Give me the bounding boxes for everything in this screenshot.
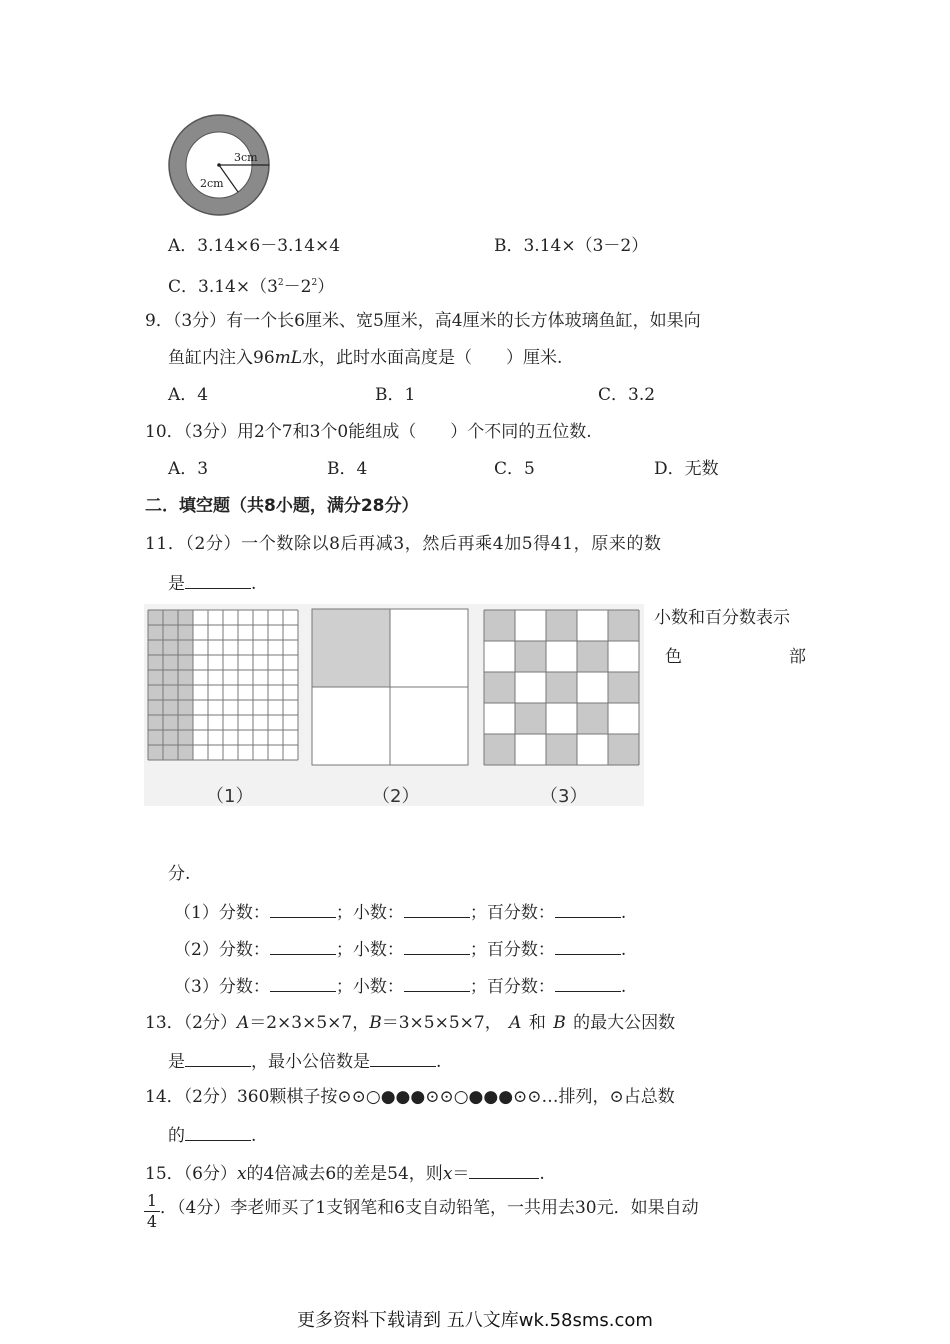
- q13-line2: [168, 1048, 441, 1074]
- q9-line2: [168, 346, 562, 370]
- q13-pre: 13．（2分）: [145, 1013, 237, 1033]
- row-1-end: .: [620, 903, 627, 923]
- grid-3-cell: [484, 734, 515, 765]
- q8-option-b: B．3.14×（3－2）: [494, 236, 649, 256]
- grid-1: [148, 610, 298, 760]
- q9-unit: mL: [274, 348, 303, 368]
- row-3-end: .: [620, 977, 627, 997]
- section2-title: 二．填空题（共8小题，满分28分）: [145, 496, 419, 516]
- q13-line2-mid: ，最小公倍数是: [251, 1052, 370, 1072]
- q16-fraction: [144, 1192, 160, 1231]
- q16-frac-den: 4: [146, 1212, 158, 1231]
- q12-side-text-2b: 部: [789, 647, 806, 667]
- q11-blank[interactable]: [185, 570, 251, 589]
- row-1-frac-blank[interactable]: [270, 899, 336, 918]
- q9-option-c: C．3.2: [598, 385, 656, 405]
- q9-line2-pre: 鱼缸内注入96: [168, 348, 275, 368]
- ring-figure: [164, 114, 274, 222]
- q13-line2-pre: 是: [168, 1052, 185, 1072]
- q10-line1: 10．（3分）用2个7和3个0能组成（ ）个不同的五位数.: [145, 422, 592, 442]
- row-3-pct-label: 百分数：: [486, 977, 555, 997]
- q12-row-3: [174, 973, 626, 999]
- q8-option-c: [168, 271, 334, 299]
- grid-3-cell: [484, 672, 515, 703]
- row-2-sep2: ；: [469, 940, 487, 960]
- q12-figures: [144, 604, 644, 806]
- fig-label-2: （2）: [372, 786, 420, 806]
- q13-var-a-2: A: [509, 1013, 522, 1033]
- row-3-frac-label: 分数：: [218, 977, 270, 997]
- q10-option-c: C．5: [494, 459, 535, 479]
- q13-and: 和: [528, 1013, 546, 1033]
- grid-3-cell: [608, 672, 639, 703]
- fig-label-1: （1）: [206, 786, 254, 806]
- q10-option-b: B．4: [327, 459, 368, 479]
- row-2-sep1: ；: [335, 940, 353, 960]
- q9-line1: 9．（3分）有一个长6厘米、宽5厘米，高4厘米的长方体玻璃鱼缸，如果向: [145, 311, 701, 331]
- row-2-pct-label: 百分数：: [486, 940, 555, 960]
- q14-line2-post: .: [251, 1126, 257, 1146]
- q15-var-x: x: [236, 1164, 247, 1184]
- ring-inner-label: 2cm: [200, 177, 224, 190]
- q13-eq1: ＝2×3×5×7，: [249, 1013, 370, 1033]
- q11-line1: 11．（2分）一个数除以8后再减3，然后再乘4加5得41，原来的数: [145, 534, 662, 554]
- row-1-dec-blank[interactable]: [404, 899, 470, 918]
- q12-side-text-1: 小数和百分数表示: [654, 608, 790, 628]
- q11-line2: [168, 570, 256, 596]
- row-1-sep2: ；: [469, 903, 487, 923]
- q8-exp-2: 2: [311, 278, 318, 288]
- q12-tail: 分.: [168, 864, 191, 884]
- grid-3: [484, 610, 639, 765]
- q10-option-d: D．无数: [654, 459, 719, 479]
- q8-option-c-prefix: C．3.14×（3: [168, 277, 278, 297]
- row-2-end: .: [620, 940, 627, 960]
- q8-option-c-mid: －2: [283, 277, 312, 297]
- row-1-sep1: ；: [335, 903, 353, 923]
- grid-3-cell: [484, 610, 515, 641]
- q13-blank-lcm[interactable]: [370, 1048, 436, 1067]
- row-1-frac-label: 分数：: [218, 903, 270, 923]
- q13-blank-gcd[interactable]: [185, 1048, 251, 1067]
- row-1-pct-blank[interactable]: [555, 899, 621, 918]
- q13-eq2: ＝3×5×5×7，: [381, 1013, 502, 1033]
- q13-tail: 的最大公因数: [573, 1013, 676, 1033]
- grid-3-cell: [546, 734, 577, 765]
- row-3-pct-blank[interactable]: [555, 973, 621, 992]
- row-3-label: （3）: [174, 977, 219, 997]
- grid-3-cell: [608, 610, 639, 641]
- q14-blank[interactable]: [185, 1122, 251, 1141]
- q12-side-text-2a: 色: [665, 647, 682, 667]
- row-3-frac-blank[interactable]: [270, 973, 336, 992]
- grid-3-cell: [546, 610, 577, 641]
- row-2-dec-label: 小数：: [352, 940, 404, 960]
- fig-label-3: （3）: [540, 786, 588, 806]
- row-2-pct-blank[interactable]: [555, 936, 621, 955]
- q8-exp-1: 2: [277, 278, 284, 288]
- grid-3-cell: [515, 641, 546, 672]
- q15-pre: 15．（6分）: [145, 1164, 237, 1184]
- q12-row-1: [174, 899, 626, 925]
- row-3-sep1: ；: [335, 977, 353, 997]
- grid-3-cell: [577, 641, 608, 672]
- q13-var-b: B: [369, 1013, 382, 1033]
- q9-option-b: B．1: [375, 385, 416, 405]
- ring-outer-label: 3cm: [234, 151, 258, 164]
- grid-3-cell: [515, 703, 546, 734]
- q13-var-b-2: B: [553, 1013, 566, 1033]
- row-1-pct-label: 百分数：: [486, 903, 555, 923]
- q16-line1: ．（4分）李老师买了1支钢笔和6支自动铅笔，一共用去30元．如果自动: [160, 1198, 699, 1218]
- q14-line2-pre: 的: [168, 1126, 185, 1146]
- q13-line1: [145, 1011, 675, 1035]
- row-2-dec-blank[interactable]: [404, 936, 470, 955]
- q13-var-a: A: [236, 1013, 250, 1033]
- q15-blank[interactable]: [469, 1160, 539, 1179]
- q13-line2-post: .: [436, 1052, 442, 1072]
- q16-frac-num: 1: [146, 1191, 158, 1210]
- q9-line2-post: 水，此时水面高度是（ ）厘米.: [302, 348, 563, 368]
- q12-row-2: [174, 936, 626, 962]
- q10-option-a: A．3: [168, 459, 209, 479]
- row-2-frac-label: 分数：: [218, 940, 270, 960]
- row-3-sep2: ；: [469, 977, 487, 997]
- grid-3-cell: [546, 672, 577, 703]
- q14-line1: 14．（2分）360颗棋子按⊙⊙○●●●⊙⊙○●●●⊙⊙…排列，⊙占总数: [145, 1087, 675, 1107]
- row-2-frac-blank[interactable]: [270, 936, 336, 955]
- row-2-label: （2）: [174, 940, 219, 960]
- row-3-dec-blank[interactable]: [404, 973, 470, 992]
- row-1-dec-label: 小数：: [352, 903, 404, 923]
- q15-eq: ＝: [452, 1164, 470, 1184]
- grid-3-cell: [577, 703, 608, 734]
- grid-3-cell: [608, 734, 639, 765]
- q15-mid: 的4倍减去6的差是54，则: [246, 1164, 443, 1184]
- q15-line1: [145, 1160, 545, 1186]
- q11-line2-pre: 是: [168, 574, 185, 594]
- q9-option-a: A．4: [168, 385, 209, 405]
- row-3-dec-label: 小数：: [352, 977, 404, 997]
- footer-text: 更多资料下载请到 五八文库wk.58sms.com: [297, 1310, 653, 1331]
- q15-var-x-2: x: [442, 1164, 453, 1184]
- q11-line2-post: .: [251, 574, 257, 594]
- q14-line2: [168, 1122, 256, 1148]
- q8-option-c-suffix: ）: [317, 277, 335, 297]
- q15-post: .: [539, 1164, 545, 1184]
- row-1-label: （1）: [174, 903, 219, 923]
- q8-option-a: A．3.14×6－3.14×4: [168, 236, 341, 256]
- grid-2: [312, 609, 468, 765]
